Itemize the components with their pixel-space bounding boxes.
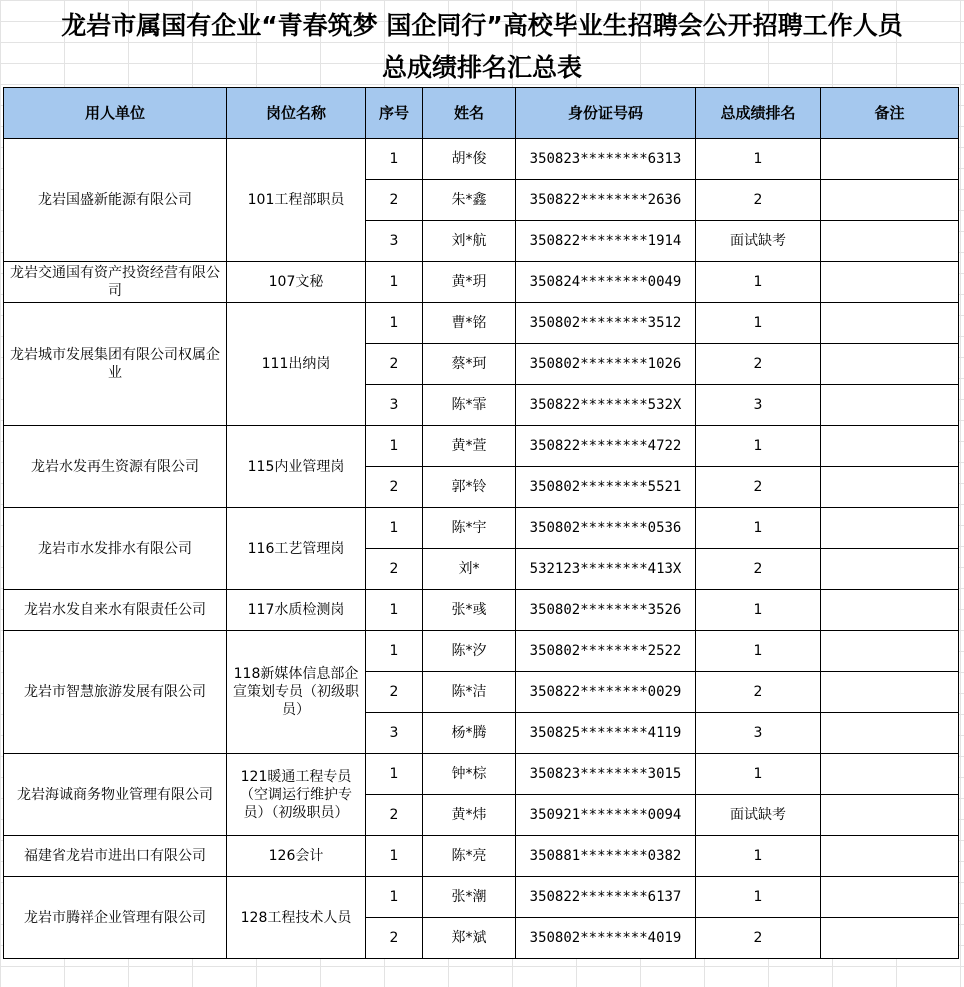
cell-name[interactable]: 杨*腾	[423, 713, 516, 754]
cell-position[interactable]: 111出纳岗	[227, 303, 366, 426]
cell-position[interactable]: 116工艺管理岗	[227, 508, 366, 590]
table-row	[4, 139, 959, 180]
cell-rank[interactable]: 2	[696, 549, 821, 590]
cell-position[interactable]: 115内业管理岗	[227, 426, 366, 508]
cell-rank[interactable]: 1	[696, 590, 821, 631]
cell-id-number[interactable]: 350824********0049	[516, 262, 696, 303]
cell-seq[interactable]: 2	[366, 918, 423, 959]
cell-rank[interactable]: 1	[696, 139, 821, 180]
cell-note[interactable]	[821, 836, 959, 877]
cell-rank[interactable]: 1	[696, 262, 821, 303]
cell-seq[interactable]: 1	[366, 590, 423, 631]
cell-rank[interactable]: 1	[696, 303, 821, 344]
cell-note[interactable]	[821, 467, 959, 508]
header-note[interactable]: 备注	[821, 88, 959, 139]
cell-rank[interactable]: 2	[696, 918, 821, 959]
cell-note[interactable]	[821, 795, 959, 836]
cell-seq[interactable]: 2	[366, 180, 423, 221]
cell-unit[interactable]: 龙岩市智慧旅游发展有限公司	[4, 631, 227, 754]
cell-seq[interactable]: 1	[366, 426, 423, 467]
cell-rank[interactable]: 1	[696, 631, 821, 672]
cell-name[interactable]: 陈*宇	[423, 508, 516, 549]
cell-name[interactable]: 陈*亮	[423, 836, 516, 877]
cell-position[interactable]: 126会计	[227, 836, 366, 877]
cell-id-number[interactable]: 350802********3512	[516, 303, 696, 344]
cell-note[interactable]	[821, 508, 959, 549]
cell-id-number[interactable]: 532123********413X	[516, 549, 696, 590]
cell-unit[interactable]: 龙岩水发自来水有限责任公司	[4, 590, 227, 631]
header-id-number[interactable]: 身份证号码	[516, 88, 696, 139]
cell-position[interactable]: 118新媒体信息部企宣策划专员（初级职员）	[227, 631, 366, 754]
cell-id-number[interactable]: 350823********6313	[516, 139, 696, 180]
cell-seq[interactable]: 3	[366, 221, 423, 262]
cell-name[interactable]: 胡*俊	[423, 139, 516, 180]
cell-rank[interactable]: 2	[696, 180, 821, 221]
cell-seq[interactable]: 2	[366, 549, 423, 590]
title-line-1: 龙岩市属国有企业“青春筑梦 国企同行”高校毕业生招聘会公开招聘工作人员	[61, 11, 903, 40]
cell-seq[interactable]: 1	[366, 139, 423, 180]
cell-note[interactable]	[821, 754, 959, 795]
cell-name[interactable]: 刘*航	[423, 221, 516, 262]
cell-id-number[interactable]: 350881********0382	[516, 836, 696, 877]
cell-rank[interactable]: 面试缺考	[696, 221, 821, 262]
cell-id-number[interactable]: 350802********1026	[516, 344, 696, 385]
cell-name[interactable]: 蔡*珂	[423, 344, 516, 385]
cell-name[interactable]: 钟*棕	[423, 754, 516, 795]
header-name[interactable]: 姓名	[423, 88, 516, 139]
table-row	[4, 836, 959, 877]
header-position[interactable]: 岗位名称	[227, 88, 366, 139]
table-row	[4, 426, 959, 467]
cell-note[interactable]	[821, 713, 959, 754]
header-row	[4, 88, 959, 139]
cell-rank[interactable]: 2	[696, 672, 821, 713]
cell-note[interactable]	[821, 303, 959, 344]
cell-id-number[interactable]: 350802********5521	[516, 467, 696, 508]
cell-position[interactable]: 117水质检测岗	[227, 590, 366, 631]
cell-unit[interactable]: 龙岩国盛新能源有限公司	[4, 139, 227, 262]
cell-note[interactable]	[821, 139, 959, 180]
header-rank[interactable]: 总成绩排名	[696, 88, 821, 139]
cell-name[interactable]: 刘*	[423, 549, 516, 590]
cell-note[interactable]	[821, 672, 959, 713]
cell-position[interactable]: 121暖通工程专员（空调运行维护专员）（初级职员）	[227, 754, 366, 836]
cell-seq[interactable]: 2	[366, 467, 423, 508]
cell-rank[interactable]: 1	[696, 508, 821, 549]
cell-seq[interactable]: 1	[366, 754, 423, 795]
cell-id-number[interactable]: 350822********532X	[516, 385, 696, 426]
table-row	[4, 754, 959, 795]
cell-rank[interactable]: 2	[696, 467, 821, 508]
cell-name[interactable]: 郑*斌	[423, 918, 516, 959]
cell-unit[interactable]: 龙岩交通国有资产投资经营有限公司	[4, 262, 227, 303]
cell-name[interactable]: 黄*玥	[423, 262, 516, 303]
cell-note[interactable]	[821, 426, 959, 467]
cell-name[interactable]: 张*潮	[423, 877, 516, 918]
cell-seq[interactable]: 3	[366, 713, 423, 754]
cell-rank[interactable]: 面试缺考	[696, 795, 821, 836]
cell-name[interactable]: 黄*炜	[423, 795, 516, 836]
cell-id-number[interactable]: 350822********2636	[516, 180, 696, 221]
cell-name[interactable]: 张*彧	[423, 590, 516, 631]
cell-id-number[interactable]: 350802********2522	[516, 631, 696, 672]
cell-rank[interactable]: 3	[696, 385, 821, 426]
cell-id-number[interactable]: 350823********3015	[516, 754, 696, 795]
cell-position[interactable]: 101工程部职员	[227, 139, 366, 262]
cell-seq[interactable]: 1	[366, 877, 423, 918]
cell-note[interactable]	[821, 590, 959, 631]
cell-id-number[interactable]: 350825********4119	[516, 713, 696, 754]
cell-id-number[interactable]: 350822********6137	[516, 877, 696, 918]
cell-rank[interactable]: 1	[696, 877, 821, 918]
cell-name[interactable]: 黄*萱	[423, 426, 516, 467]
cell-seq[interactable]: 2	[366, 344, 423, 385]
title-line-2: 总成绩排名汇总表	[381, 53, 582, 82]
cell-note[interactable]	[821, 344, 959, 385]
cell-id-number[interactable]: 350822********1914	[516, 221, 696, 262]
cell-unit[interactable]: 龙岩海诚商务物业管理有限公司	[4, 754, 227, 836]
cell-unit[interactable]: 龙岩市水发排水有限公司	[4, 508, 227, 590]
cell-seq[interactable]: 2	[366, 795, 423, 836]
cell-id-number[interactable]: 350802********0536	[516, 508, 696, 549]
cell-unit[interactable]: 龙岩城市发展集团有限公司权属企业	[4, 303, 227, 426]
cell-id-number[interactable]: 350822********4722	[516, 426, 696, 467]
header-seq[interactable]: 序号	[366, 88, 423, 139]
cell-seq[interactable]: 1	[366, 303, 423, 344]
table-row	[4, 508, 959, 549]
cell-note[interactable]	[821, 918, 959, 959]
cell-name[interactable]: 曹*铭	[423, 303, 516, 344]
cell-note[interactable]	[821, 549, 959, 590]
cell-note[interactable]	[821, 262, 959, 303]
ranking-table	[3, 87, 959, 959]
cell-unit[interactable]: 龙岩市腾祥企业管理有限公司	[4, 877, 227, 959]
cell-position[interactable]: 128工程技术人员	[227, 877, 366, 959]
cell-name[interactable]: 陈*洁	[423, 672, 516, 713]
header-unit[interactable]: 用人单位	[4, 88, 227, 139]
cell-name[interactable]: 朱*鑫	[423, 180, 516, 221]
cell-rank[interactable]: 1	[696, 754, 821, 795]
cell-note[interactable]	[821, 631, 959, 672]
cell-seq[interactable]: 1	[366, 262, 423, 303]
cell-seq[interactable]: 3	[366, 385, 423, 426]
cell-rank[interactable]: 2	[696, 344, 821, 385]
cell-seq[interactable]: 1	[366, 631, 423, 672]
table-body	[4, 139, 959, 959]
table-row	[4, 262, 959, 303]
table-row	[4, 877, 959, 918]
table-row	[4, 303, 959, 344]
cell-id-number[interactable]: 350822********0029	[516, 672, 696, 713]
cell-name[interactable]: 陈*汐	[423, 631, 516, 672]
cell-note[interactable]	[821, 877, 959, 918]
cell-rank[interactable]: 1	[696, 426, 821, 467]
cell-rank[interactable]: 3	[696, 713, 821, 754]
table-row	[4, 590, 959, 631]
cell-position[interactable]: 107文秘	[227, 262, 366, 303]
cell-name[interactable]: 郭*铃	[423, 467, 516, 508]
cell-rank[interactable]: 1	[696, 836, 821, 877]
cell-note[interactable]	[821, 180, 959, 221]
cell-unit[interactable]: 福建省龙岩市进出口有限公司	[4, 836, 227, 877]
cell-id-number[interactable]: 350921********0094	[516, 795, 696, 836]
cell-seq[interactable]: 2	[366, 672, 423, 713]
cell-note[interactable]	[821, 221, 959, 262]
cell-id-number[interactable]: 350802********4019	[516, 918, 696, 959]
cell-name[interactable]: 陈*霏	[423, 385, 516, 426]
cell-note[interactable]	[821, 385, 959, 426]
cell-seq[interactable]: 1	[366, 508, 423, 549]
cell-unit[interactable]: 龙岩水发再生资源有限公司	[4, 426, 227, 508]
cell-id-number[interactable]: 350802********3526	[516, 590, 696, 631]
cell-seq[interactable]: 1	[366, 836, 423, 877]
table-row	[4, 631, 959, 672]
